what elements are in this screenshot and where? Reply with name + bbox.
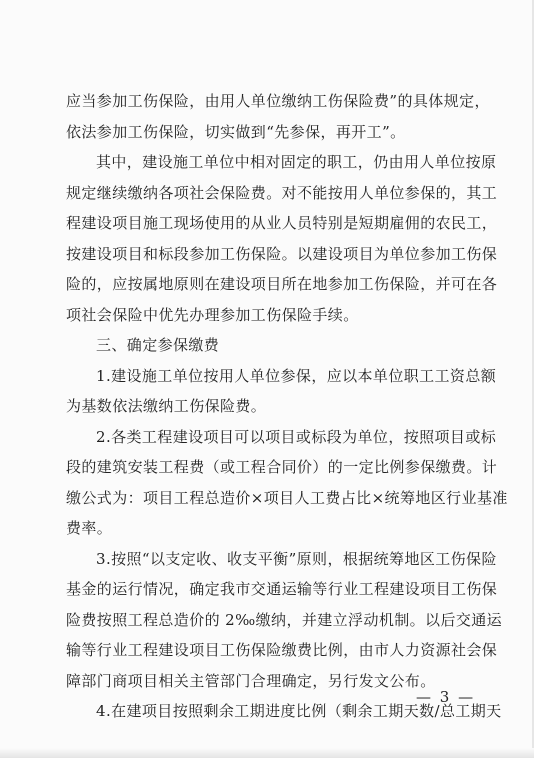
text-line: 段的建筑安装工程费（或工程合同价）的一定比例参保缴费。计 [66, 458, 498, 476]
text-line: 基金的运行情况，确定我市交通运输等行业工程建设项目工伤保 [66, 580, 498, 598]
text-line: 1.建设施工单位按用人单位参保，应以本单位职工工资总额 [96, 366, 497, 385]
text-line: 依法参加工伤保险，切实做到“先参保，再开工”。 [66, 122, 406, 141]
text-line: 程建设项目施工现场使用的从业人员特别是短期雇佣的农民工， [66, 214, 498, 232]
text-line: 4.在建项目按照剩余工期进度比例（剩余工期天数/总工期天 [96, 702, 502, 720]
text-line: 按建设项目和标段参加工伤保险。以建设项目为单位参加工伤保 [66, 244, 498, 263]
text-line: 为基数依法缴纳工伤保险费。 [66, 397, 267, 415]
text-line: 应当参加工伤保险，由用人单位缴纳工伤保险费”的具体规定， [66, 92, 490, 110]
text-line: 险的，应按属地原则在建设项目所在地参加工伤保险，并可在各 [66, 275, 498, 293]
text-line: 险费按照工程总造价的 2‰缴纳，并建立浮动机制。以后交通运 [66, 610, 503, 629]
text-line: 项社会保险中优先办理参加工伤保险手续。 [66, 305, 359, 324]
page-bottom-edge [0, 748, 534, 758]
text-line: 3.按照“以支定收、收支平衡”原则，根据统筹地区工伤保险 [96, 549, 497, 568]
section-heading: 三、确定参保缴费 [96, 336, 220, 354]
document-body [66, 86, 508, 727]
page-number: — 3 — [416, 688, 476, 706]
text-line: 其中，建设施工单位中相对固定的职工，仍由用人单位按原 [96, 153, 497, 171]
text-line: 缴公式为：项目工程总造价×项目人工费占比×统筹地区行业基准 [66, 488, 508, 507]
text-line: 2.各类工程建设项目可以项目或标段为单位，按照项目或标 [96, 427, 497, 446]
text-line: 障部门商项目相关主管部门合理确定，另行发文公布。 [66, 671, 436, 690]
text-line: 输等行业工程建设项目工伤保险缴费比例，由市人力资源社会保 [66, 641, 498, 659]
text-line: 规定继续缴纳各项社会保险费。对不能按用人单位参保的，其工 [66, 183, 498, 202]
text-line: 费率。 [66, 519, 113, 537]
